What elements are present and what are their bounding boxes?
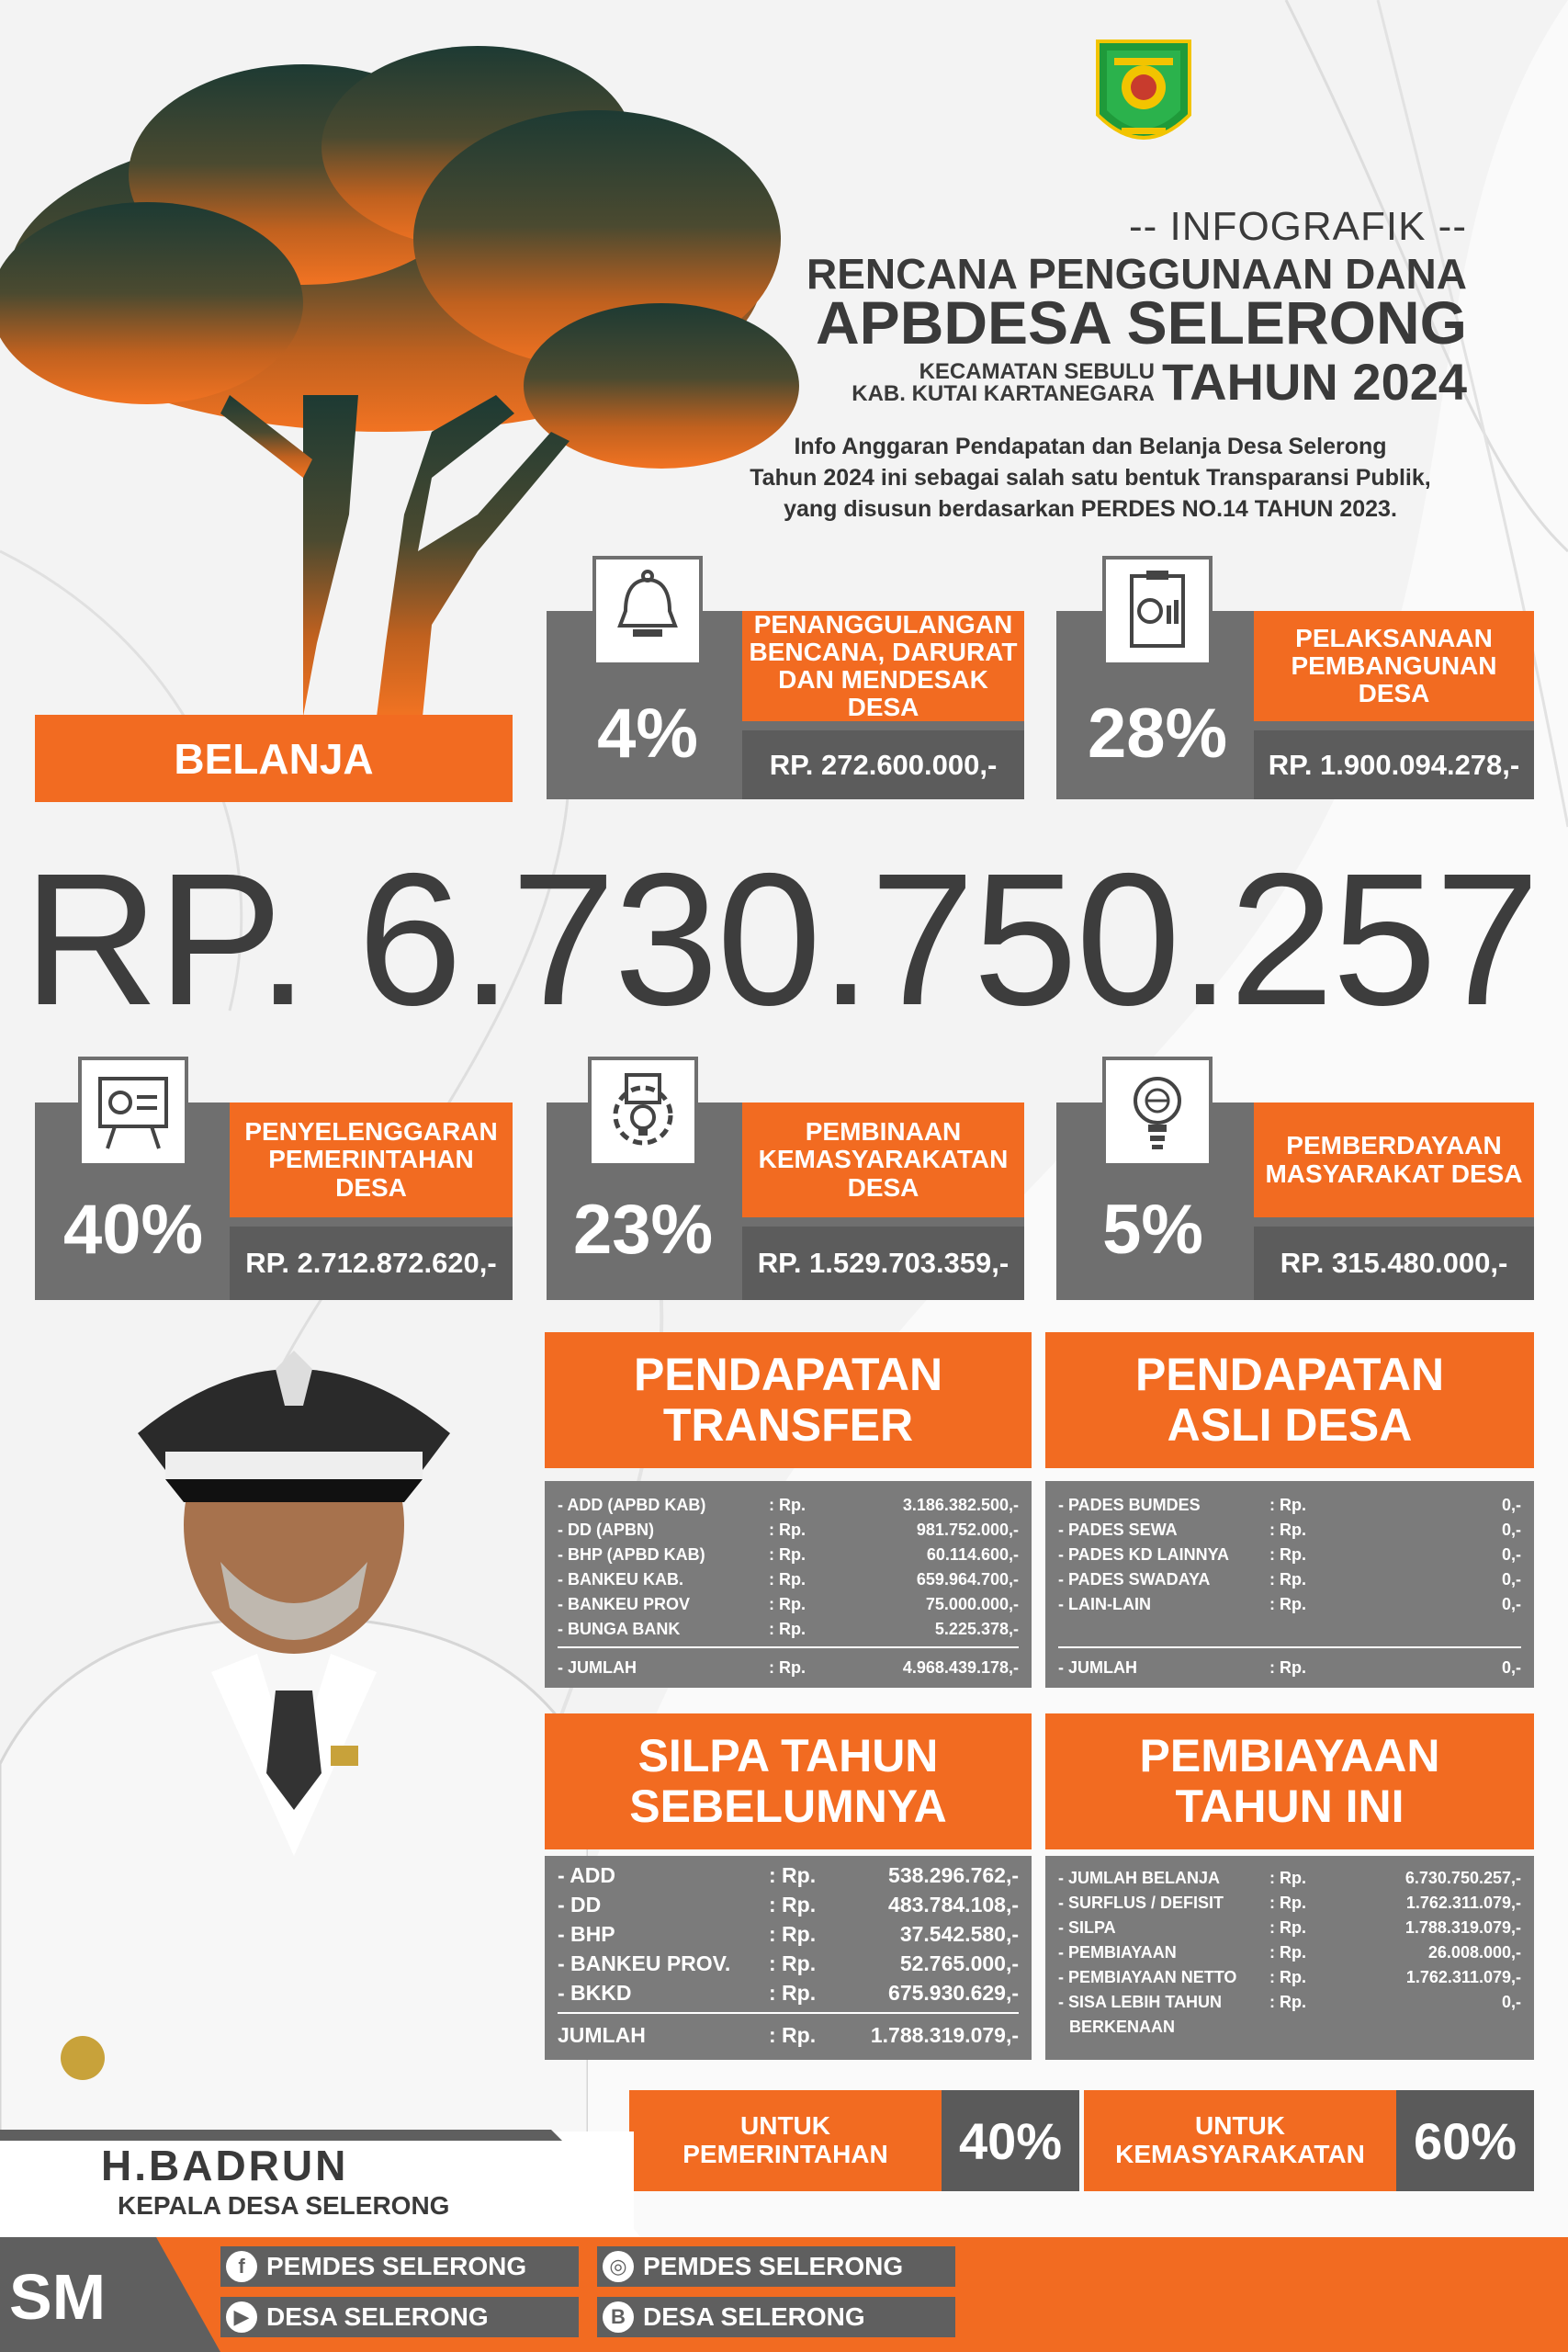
infografik-label: -- INFOGRAFIK -- — [1129, 204, 1467, 249]
presentation-board-icon — [78, 1057, 188, 1167]
alloc-soc-label: UNTUK KEMASYARAKATAN — [1084, 2090, 1396, 2191]
table-row: - PEMBIAYAAN NETTO : Rp. 1.762.311.079,- — [1058, 1968, 1521, 1986]
blog-link[interactable]: B DESA SELERONG — [597, 2297, 955, 2337]
person-name: H.BADRUN — [101, 2142, 349, 2189]
pembiayaan-table — [1045, 1856, 1534, 2060]
kecamatan-label: KECAMATAN SEBULU — [919, 359, 1155, 384]
table-row: - DD : Rp. 483.784.108,- — [558, 1893, 1019, 1917]
category-pct: 40% — [62, 1191, 204, 1269]
document-bulb-gear-icon — [588, 1057, 698, 1167]
category-amount: RP. 1.900.094.278,- — [1254, 730, 1534, 799]
table-row: - BHP : Rp. 37.542.580,- — [558, 1922, 1019, 1946]
category-amount: RP. 315.480.000,- — [1254, 1227, 1534, 1300]
table-row: - SILPA : Rp. 1.788.319.079,- — [1058, 1918, 1521, 1937]
divider — [1058, 1646, 1521, 1648]
table-row: - SURFLUS / DEFISIT : Rp. 1.762.311.079,- — [1058, 1894, 1521, 1912]
table-row: - PADES KD LAINNYA : Rp. 0,- — [1058, 1545, 1521, 1564]
blog-icon: B — [603, 2301, 634, 2333]
silpa-title: SILPA TAHUN SEBELUMNYA — [545, 1713, 1032, 1849]
pendapatan-transfer-table — [545, 1481, 1032, 1688]
category-amount: RP. 1.529.703.359,- — [742, 1227, 1024, 1300]
category-pct: 4% — [597, 695, 698, 773]
table-row: - PADES SWADAYA : Rp. 0,- — [1058, 1570, 1521, 1589]
pendapatan-asli-table — [1045, 1481, 1534, 1688]
youtube-icon: ▶ — [226, 2301, 257, 2333]
category-amount: RP. 272.600.000,- — [742, 730, 1024, 799]
intro-line-1: Info Anggaran Pendapatan dan Belanja Desa Selerong — [794, 434, 1387, 459]
intro-line-3: yang disusun berdasarkan PERDES NO.14 TAHUN 2023. — [784, 495, 1397, 522]
alloc-soc-pct: 60% — [1396, 2090, 1534, 2191]
alloc-gov-label: UNTUK PEMERINTAHAN — [629, 2090, 942, 2191]
table-row: - LAIN-LAIN : Rp. 0,- — [1058, 1595, 1521, 1613]
facebook-icon: f — [226, 2251, 257, 2282]
facebook-link[interactable]: f PEMDES SELERONG — [220, 2246, 579, 2287]
kutai-kartanegara-logo — [1089, 32, 1199, 161]
table-total-row: JUMLAH : Rp. 1.788.319.079,- — [558, 2023, 1019, 2047]
portrait-photo — [0, 1341, 588, 2168]
alloc-gov-pct: 40% — [942, 2090, 1079, 2191]
instagram-icon: ◎ — [603, 2251, 634, 2282]
pendapatan-asli-title: PENDAPATAN ASLI DESA — [1045, 1332, 1534, 1468]
belanja-label: BELANJA — [35, 715, 513, 802]
tahun-label: TAHUN 2024 — [1162, 353, 1467, 411]
title-line-2: APBDESA SELERONG — [816, 288, 1467, 356]
table-row: - ADD (APBD KAB) : Rp. 3.186.382.500,- — [558, 1496, 1019, 1514]
intro-line-2: Tahun 2024 ini sebagai salah satu bentuk Transparansi Publik, — [750, 464, 1431, 491]
category-pct: 28% — [1087, 695, 1228, 773]
location-label — [852, 361, 1155, 405]
person-role: KEPALA DESA SELERONG — [118, 2191, 450, 2220]
silpa-table — [545, 1856, 1032, 2060]
table-row: - JUMLAH BELANJA : Rp. 6.730.750.257,- — [1058, 1869, 1521, 1887]
kabupaten-label: KAB. KUTAI KARTANEGARA — [852, 381, 1155, 406]
table-total-row: - JUMLAH : Rp. 4.968.439.178,- — [558, 1658, 1019, 1677]
category-title: PEMBINAAN KEMASYARAKATAN DESA — [742, 1102, 1024, 1217]
bell-icon — [592, 556, 703, 666]
table-row: - BANKEU PROV : Rp. 75.000.000,- — [558, 1595, 1019, 1613]
divider — [558, 1646, 1019, 1648]
category-title: PENANGGULANGAN BENCANA, DARURAT DAN MENDESAK DESA — [742, 611, 1024, 721]
category-pct: 5% — [1102, 1191, 1203, 1269]
table-row: - ADD : Rp. 538.296.762,- — [558, 1863, 1019, 1887]
table-row: - PEMBIAYAAN : Rp. 26.008.000,- — [1058, 1943, 1521, 1962]
pembiayaan-title: PEMBIAYAAN TAHUN INI — [1045, 1713, 1534, 1849]
category-title: PENYELENGGARAN PEMERINTAHAN DESA — [230, 1102, 513, 1217]
instagram-link[interactable]: ◎ PEMDES SELERONG — [597, 2246, 955, 2287]
youtube-link[interactable]: ▶ DESA SELERONG — [220, 2297, 579, 2337]
tree-illustration — [0, 0, 827, 717]
category-amount: RP. 2.712.872.620,- — [230, 1227, 513, 1300]
table-row: - SISA LEBIH TAHUN : Rp. 0,- — [1058, 1993, 1521, 2011]
globe-bulb-icon — [1102, 1057, 1213, 1167]
clipboard-chart-icon — [1102, 556, 1213, 666]
table-row: - BUNGA BANK : Rp. 5.225.378,- — [558, 1620, 1019, 1638]
sm-logo: SM — [9, 2261, 106, 2333]
category-title: PELAKSANAAN PEMBANGUNAN DESA — [1254, 611, 1534, 721]
table-row: - PADES BUMDES : Rp. 0,- — [1058, 1496, 1521, 1514]
table-row: - BANKEU PROV. : Rp. 52.765.000,- — [558, 1951, 1019, 1975]
table-row: - DD (APBN) : Rp. 981.752.000,- — [558, 1521, 1019, 1539]
pendapatan-transfer-title: PENDAPATAN TRANSFER — [545, 1332, 1032, 1468]
table-row: - BKKD : Rp. 675.930.629,- — [558, 1981, 1019, 2005]
table-row: - PADES SEWA : Rp. 0,- — [1058, 1521, 1521, 1539]
total-belanja: RP. 6.730.750.257 — [23, 834, 1539, 1045]
table-row: BERKENAAN — [1069, 2018, 1176, 2036]
intro-text — [714, 432, 1467, 525]
divider — [558, 2012, 1019, 2014]
title-line-1: RENCANA PENGGUNAAN DANA — [807, 250, 1467, 298]
table-row: - BANKEU KAB. : Rp. 659.964.700,- — [558, 1570, 1019, 1589]
category-pct: 23% — [572, 1191, 714, 1269]
table-total-row: - JUMLAH : Rp. 0,- — [1058, 1658, 1521, 1677]
table-row: - BHP (APBD KAB) : Rp. 60.114.600,- — [558, 1545, 1019, 1564]
category-title: PEMBERDAYAAN MASYARAKAT DESA — [1254, 1102, 1534, 1217]
